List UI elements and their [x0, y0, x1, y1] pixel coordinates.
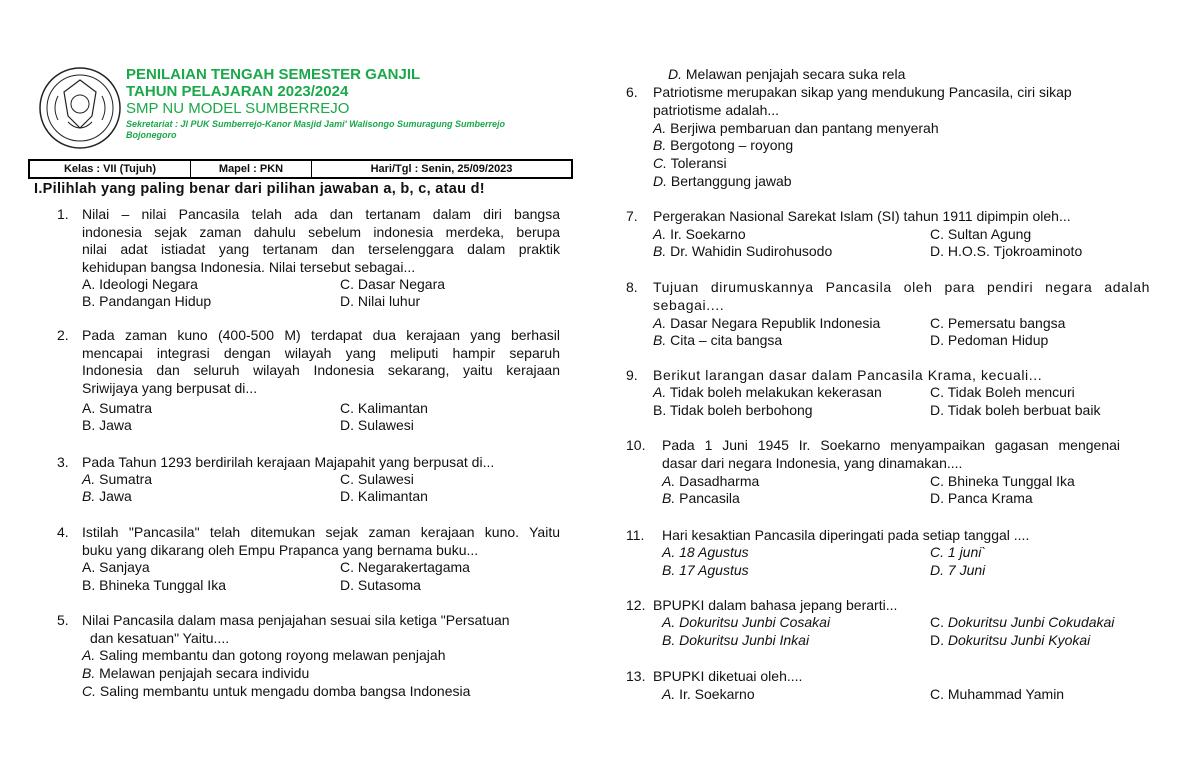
question-number: 1. — [57, 206, 69, 222]
school-year: TAHUN PELAJARAN 2023/2024 — [126, 83, 349, 100]
question-number: 13. — [626, 668, 646, 684]
question-number: 6. — [626, 84, 638, 100]
option-b: B. Jawa — [82, 488, 132, 504]
option-c: C. Sulawesi — [340, 471, 414, 487]
date-cell: Hari/Tgl : Senin, 25/09/2023 — [370, 163, 513, 175]
option-c: C. Kalimantan — [340, 400, 428, 416]
option-b: B. Jawa — [82, 417, 132, 433]
option-b: B. Pancasila — [662, 490, 740, 506]
question-number: 5. — [57, 612, 69, 628]
question-number: 4. — [57, 524, 69, 540]
option-d: D. Pedoman Hidup — [930, 332, 1049, 348]
question-text: Nilai Pancasila dalam masa penjajahan sesuai sila ketiga "Persatuan dan kesatuan" Yaitu.... — [82, 612, 510, 646]
option-b: B. 17 Agustus — [662, 562, 749, 578]
question-text: Berikut larangan dasar dalam Pancasila Krama, kecuali... — [653, 367, 1043, 383]
option-a: A. Tidak boleh melakukan kekerasan — [653, 384, 882, 400]
question-text: Pada Tahun 1293 berdirilah kerajaan Majapahit yang berpusat di... — [82, 454, 495, 470]
option-a: A. Sanjaya — [82, 559, 150, 575]
question-text: Tujuan dirumuskannya Pancasila oleh para pendiri negara adalah sebagai.... — [653, 279, 1150, 313]
option-c: C. Pemersatu bangsa — [930, 315, 1066, 331]
school-city: Bojonegoro — [126, 130, 177, 140]
school-logo — [38, 66, 122, 150]
option-d: D. Panca Krama — [930, 490, 1033, 506]
option-c: C. Toleransi — [653, 155, 727, 171]
option-c: C. Muhammad Yamin — [930, 686, 1065, 702]
question-text: Pada 1 Juni 1945 Ir. Soekarno menyampaikan gagasan mengenai dasar dari negara Indonesia, yang dinamakan.... — [662, 437, 1120, 471]
option-b: B. Tidak boleh berbohong — [653, 402, 813, 418]
option-b: B. Dokuritsu Junbi Inkai — [662, 632, 810, 648]
option-a: A. Ir. Soekarno — [662, 686, 755, 702]
question-number: 12. — [626, 597, 646, 613]
option-b: B. Dr. Wahidin Sudirohusodo — [653, 243, 833, 259]
option-d: D. Sutasoma — [340, 577, 421, 593]
option-a: A. Dasar Negara Republik Indonesia — [653, 315, 881, 331]
option-b: B. Bhineka Tunggal Ika — [82, 577, 226, 593]
question-number: 7. — [626, 208, 638, 224]
option-a: A. Dokuritsu Junbi Cosakai — [662, 614, 831, 630]
option-b: B. Bergotong – royong — [653, 137, 794, 153]
school-name: SMP NU MODEL SUMBERREJO — [126, 100, 350, 117]
question-number: 3. — [57, 454, 69, 470]
option-a: A. 18 Agustus — [662, 544, 749, 560]
option-c: C. Tidak Boleh mencuri — [930, 384, 1075, 400]
info-bar — [28, 159, 573, 179]
option-d: D. Tidak boleh berbuat baik — [930, 402, 1101, 418]
question-text: BPUPKI dalam bahasa jepang berarti... — [653, 597, 898, 613]
option-d: D. Nilai luhur — [340, 293, 421, 309]
question-text: Nilai – nilai Pancasila telah ada dan tertanam dalam diri bangsa indonesia sejak zaman dahulu sebelum indonesia merdeka, berupa nilai adat istiadat yang tertanam dan terselenggara dalam praktik kehidupan bangsa Indonesia. Nilai tersebut sebagai... — [82, 206, 560, 275]
option-a: A. Sumatra — [82, 471, 153, 487]
option-d: D. 7 Juni — [930, 562, 986, 578]
question-text: Pada zaman kuno (400-500 M) terdapat dua kerajaan yang berhasil mencapai integrasi dengan wilayah yang meliputi hampir separuh Indonesia dan seluruh wilayah Indonesia sekarang, yaitu kerajaan Sriwijaya yang berpusat di... — [82, 327, 560, 396]
option-a: A. Dasadharma — [662, 473, 760, 489]
option-c: C. Dokuritsu Junbi Cokudakai — [930, 614, 1115, 630]
option-d: D. Bertanggung jawab — [653, 173, 792, 189]
option-c: C. 1 juni` — [930, 544, 987, 560]
instruction: I.Pilihlah yang paling benar dari pilihan jawaban a, b, c, atau d! — [34, 181, 485, 197]
option-d: D. Sulawesi — [340, 417, 414, 433]
option-a: A. Ir. Soekarno — [653, 226, 746, 242]
question-number: 2. — [57, 327, 69, 343]
option-c: C. Bhineka Tunggal Ika — [930, 473, 1075, 489]
option-d: D. Kalimantan — [340, 488, 428, 504]
question-number: 9. — [626, 367, 638, 383]
option-c: C. Sultan Agung — [930, 226, 1032, 242]
question-text: Pergerakan Nasional Sarekat Islam (SI) tahun 1911 dipimpin oleh... — [653, 208, 1071, 224]
question-text: BPUPKI diketuai oleh.... — [653, 668, 803, 684]
option-a: A. Saling membantu dan gotong royong melawan penjajah — [82, 647, 446, 663]
option-b: B. Melawan penjajah secara individu — [82, 665, 310, 681]
option-a: A. Ideologi Negara — [82, 276, 198, 292]
option-d: D. H.O.S. Tjokroaminoto — [930, 243, 1083, 259]
option-b: B. Pandangan Hidup — [82, 293, 212, 309]
question-number: 8. — [626, 279, 638, 295]
class-cell: Kelas : VII (Tujuh) — [30, 161, 191, 177]
question-text: Patriotisme merupakan sikap yang mendukung Pancasila, ciri sikap patriotisme adalah... — [653, 84, 1072, 118]
question-text: Istilah "Pancasila" telah ditemukan sejak zaman kerajaan kuno. Yaitu buku yang dikarang oleh Empu Prapanca yang bernama buku... — [82, 524, 560, 558]
option-c: C. Dasar Negara — [340, 276, 446, 292]
question-number: 10. — [626, 437, 646, 453]
option-c: C. Negarakertagama — [340, 559, 470, 575]
option-a: A. Sumatra — [82, 400, 153, 416]
question-number: 11. — [626, 527, 645, 543]
option-c: C. Saling membantu untuk mengadu domba bangsa Indonesia — [82, 683, 471, 699]
option-b: B. Cita – cita bangsa — [653, 332, 783, 348]
option-a: A. Berjiwa pembaruan dan pantang menyerah — [653, 120, 939, 136]
school-address: Sekretariat : Jl PUK Sumberrejo-Kanor Masjid Jami' Walisongo Sumuragung Sumberrejo — [126, 119, 506, 129]
subject-cell: Mapel : PKN — [191, 161, 312, 177]
exam-title: PENILAIAN TENGAH SEMESTER GANJIL — [126, 66, 421, 83]
option-d: D. Dokuritsu Junbi Kyokai — [930, 632, 1091, 648]
option-d: D. Melawan penjajah secara suka rela — [668, 66, 906, 82]
question-text: Hari kesaktian Pancasila diperingati pada setiap tanggal .... — [662, 527, 1030, 543]
